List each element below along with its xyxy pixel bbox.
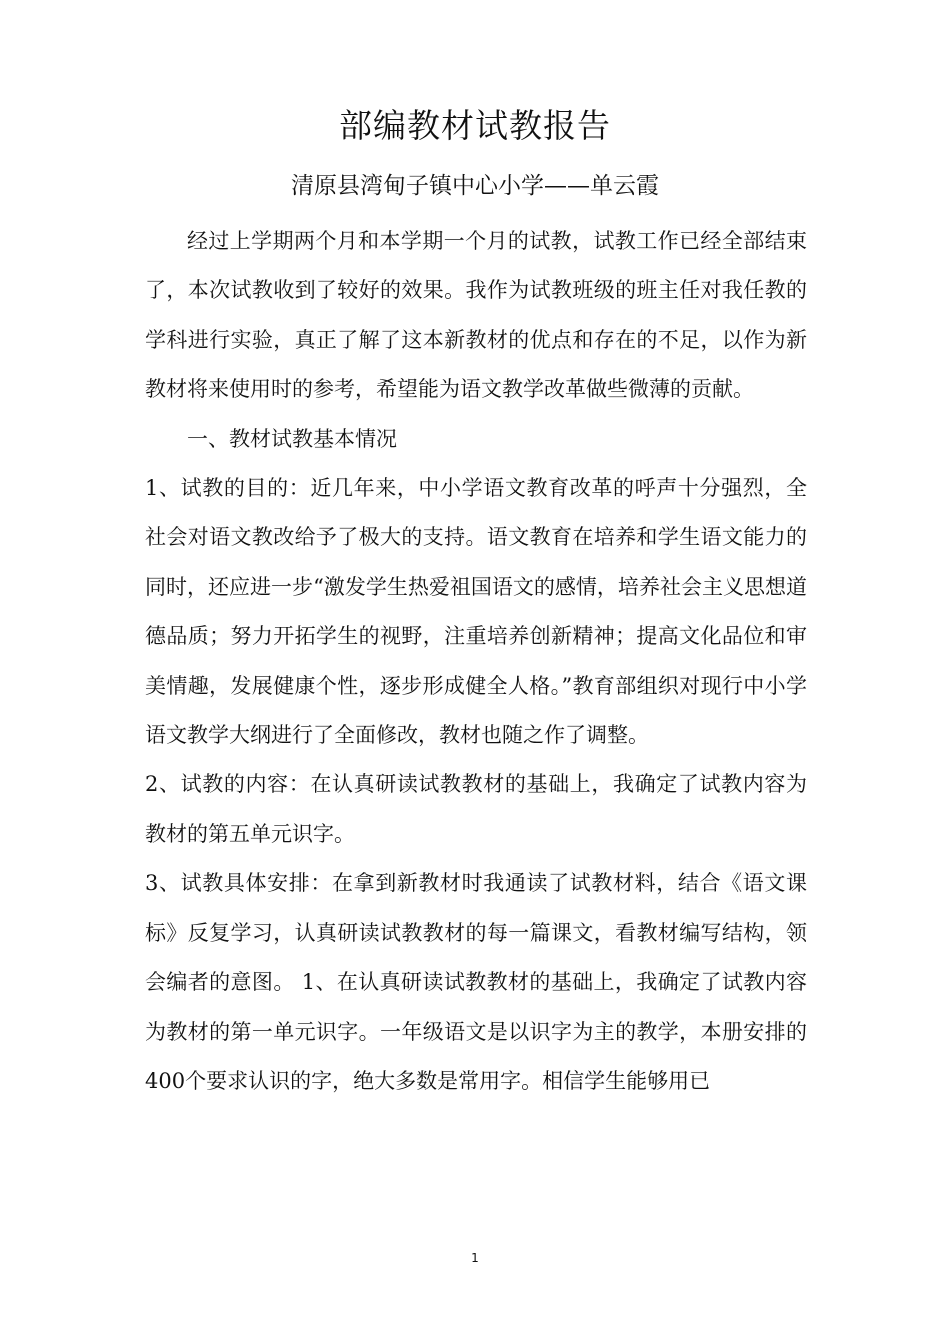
document-subtitle: 清原县湾甸子镇中心小学——单云霞 xyxy=(291,173,659,199)
document-title: 部编教材试教报告 xyxy=(339,106,611,145)
section-heading: 一、教材试教基本情况 xyxy=(187,426,397,451)
document-body xyxy=(145,217,807,1106)
page-number: 1 xyxy=(471,1251,479,1265)
paragraph-intro: 经过上学期两个月和本学期一个月的试教，试教工作已经全部结束了，本次试教收到了较好的效果。我作为试教班级的班主任对我任教的学科进行实验，真正了解了这本新教材的优点和存在的不足，以作为新教材将来使用时的参考，希望能为语文教学改革做些微薄的贡献。 xyxy=(145,229,807,402)
paragraph-purpose: 1、试教的目的：近几年来，中小学语文教育改革的呼声十分强烈，全社会对语文教改给予了极大的支持。语文教育在培养和学生语文能力的同时，还应进一步“激发学生热爱祖国语文的感情，培养社会主义思想道德品质；努力开拓学生的视野，注重培养创新精神；提高文化品位和审美情趣，发展健康个性，逐步形成健全人格。”教育部组织对现行中小学语文教学大纲进行了全面修改，教材也随之作了调整。 xyxy=(145,476,807,748)
paragraph-content: 2、试教的内容：在认真研读试教教材的基础上，我确定了试教内容为教材的第五单元识字。 xyxy=(145,772,807,846)
paragraph-arrangement: 3、试教具体安排：在拿到新教材时我通读了试教材料，结合《语文课标》反复学习，认真研读试教教材的每一篇课文，看教材编写结构，领会编者的意图。 1、在认真研读试教教材的基础上，我确定了试教内容为教材的第一单元识字。一年级语文是以识字为主的教学，本册安排的400个要求认识的字，绝大多数是常用字。相信学生能够用已 xyxy=(145,871,807,1093)
